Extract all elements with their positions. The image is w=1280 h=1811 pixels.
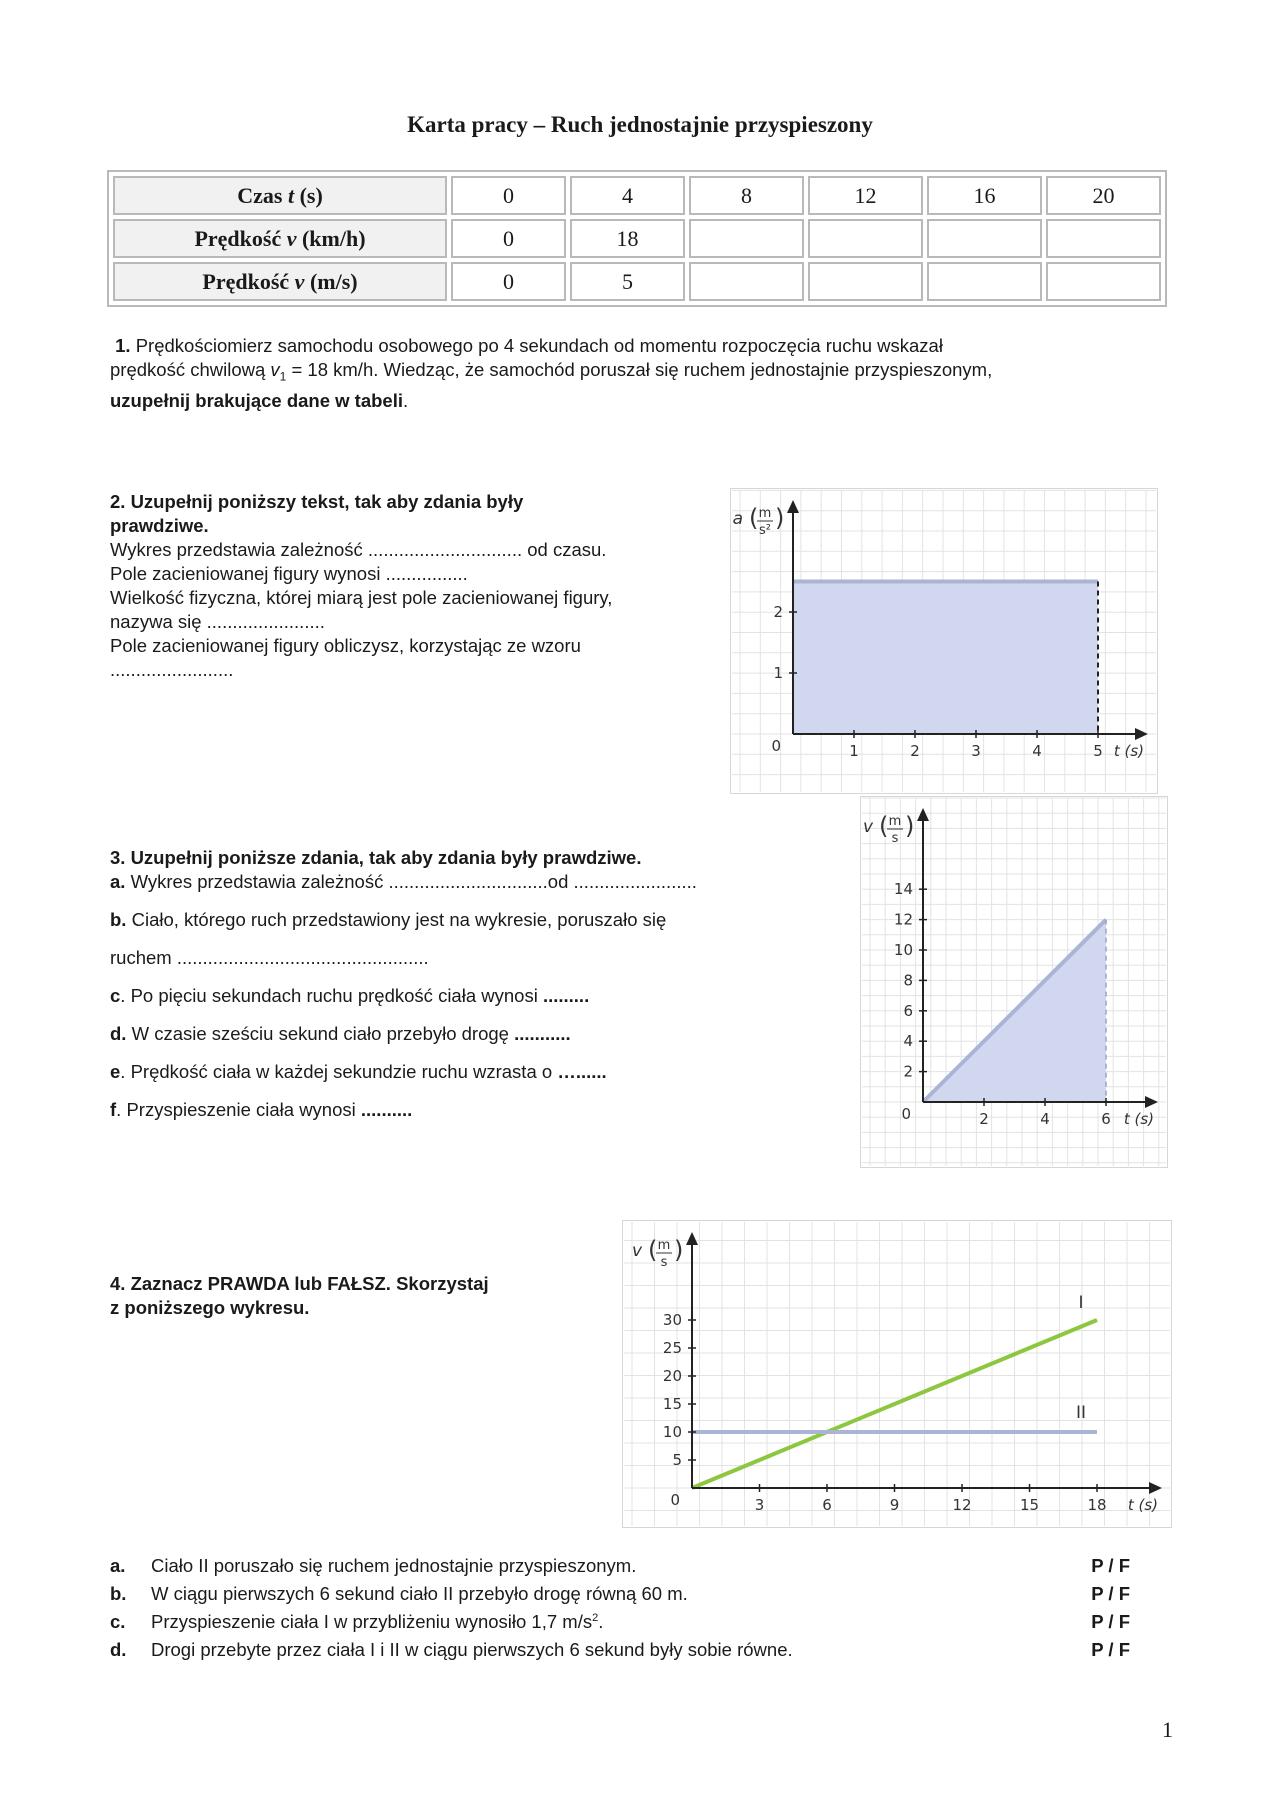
fill-in-line: Wykres przedstawia zależność .............................. od czasu.: [110, 539, 607, 560]
x-tick-label: 9: [889, 1496, 900, 1514]
header-unit: (km/h): [296, 225, 366, 251]
item-text: ruchem .................................................: [110, 947, 429, 968]
answer-blank: ...........: [514, 1023, 571, 1044]
table-cell: 8: [689, 176, 804, 215]
header-unit: (s): [294, 182, 323, 208]
task-heading: 2. Uzupełnij poniższy tekst, tak aby zdania były: [110, 491, 524, 512]
item-label: b.: [110, 909, 127, 930]
y-tick-label: 30: [662, 1311, 682, 1329]
y-tick-label: 14: [893, 880, 913, 899]
x-tick-label: 12: [952, 1496, 972, 1514]
statement-text: Ciało II poruszało się ruchem jednostajnie przyspieszonym.: [151, 1555, 637, 1576]
task-2: [110, 490, 710, 682]
origin-label: 0: [670, 1491, 680, 1509]
table-cell: 20: [1046, 176, 1161, 215]
y-tick-label: 5: [672, 1451, 682, 1469]
statement-label: a.: [110, 1555, 126, 1576]
header-text: Czas: [237, 182, 288, 208]
statement-label: d.: [110, 1639, 127, 1660]
statement-label: c.: [110, 1611, 126, 1632]
item-label: c: [110, 985, 121, 1006]
answer-blank: ..........: [360, 1099, 413, 1120]
statement-text: [151, 1611, 603, 1633]
true-false-choice[interactable]: P / F: [1091, 1555, 1130, 1576]
y-axis-paren-close: ): [674, 1236, 684, 1264]
chart-svg: [860, 796, 1168, 1168]
y-tick-label: 2: [903, 1062, 913, 1081]
y-tick-label: 15: [662, 1395, 682, 1413]
header-text: Prędkość: [202, 268, 295, 294]
table-cell[interactable]: [1046, 219, 1161, 258]
statement-text: Drogi przebyte przez ciała I i II w ciągu pierwszych 6 sekund były sobie równe.: [151, 1639, 793, 1660]
item-text: W czasie sześciu sekund ciało przebyło drogę: [126, 1023, 515, 1044]
answer-blank: .........: [542, 985, 590, 1006]
table-row: [113, 176, 1161, 215]
x-tick-label: 6: [822, 1496, 832, 1514]
x-tick-label: 4: [1040, 1110, 1050, 1128]
x-axis-label: t (s): [1113, 742, 1144, 760]
page-number: 1: [1162, 1717, 1173, 1742]
task-heading: z poniższego wykresu.: [110, 1297, 310, 1318]
table-cell[interactable]: [927, 262, 1042, 301]
item-text: . Po pięciu sekundach ruchu prędkość ciała wynosi: [120, 985, 543, 1006]
x-axis-label: t (s): [1127, 1496, 1158, 1514]
x-tick-label: 3: [971, 742, 981, 760]
superscript: 2: [592, 1611, 599, 1624]
fill-in-line: [110, 1060, 830, 1084]
y-axis-paren-close: ): [775, 504, 785, 532]
fill-in-line: [110, 1022, 830, 1046]
statement-text: W ciągu pierwszych 6 sekund ciało II przebyło drogę równą 60 m.: [151, 1583, 688, 1604]
table-cell[interactable]: [808, 219, 923, 258]
y-tick-label: 1: [773, 664, 783, 682]
y-axis-paren-open: (: [879, 812, 889, 840]
y-axis-paren-open: (: [648, 1236, 658, 1264]
y-tick-label: 12: [893, 910, 913, 929]
y-axis-unit-numerator: m: [888, 814, 902, 829]
item-text: Wykres przedstawia zależność ...............................od ........................: [125, 871, 697, 892]
table-cell[interactable]: [689, 262, 804, 301]
fill-in-line: [110, 908, 830, 932]
y-axis-unit-denominator: s: [891, 831, 899, 846]
x-tick-label: 15: [1019, 1496, 1040, 1514]
item-text: . Prędkość ciała w każdej sekundzie ruchu wzrasta o: [120, 1061, 558, 1082]
task-heading: 3. Uzupełnij poniższe zdania, tak aby zdania były prawdziwe.: [110, 847, 642, 868]
table-cell[interactable]: [808, 262, 923, 301]
x-tick-label: 18: [1087, 1496, 1107, 1514]
item-text: Ciało, którego ruch przedstawiony jest na wykresie, poruszało się: [126, 909, 667, 930]
statement-text-main: Przyspieszenie ciała I w przybliżeniu wynosiło 1,7 m/s: [151, 1611, 593, 1632]
table-cell: 16: [927, 176, 1042, 215]
y-axis-unit-numerator: m: [758, 506, 772, 521]
y-axis-symbol: v: [862, 817, 873, 837]
task-heading: prawdziwe.: [110, 515, 209, 536]
statement-label: b.: [110, 1583, 127, 1604]
x-tick-label: 1: [849, 742, 859, 760]
velocity-subscript: 1: [279, 369, 287, 384]
row-header: [113, 176, 447, 215]
y-axis-paren-close: ): [905, 812, 915, 840]
item-label: d.: [110, 1023, 127, 1044]
table-cell[interactable]: [927, 219, 1042, 258]
table-cell: 12: [808, 176, 923, 215]
y-tick-label: 20: [662, 1367, 682, 1385]
task-1: [110, 334, 1170, 413]
y-tick-label: 4: [903, 1032, 913, 1051]
true-false-choice[interactable]: P / F: [1091, 1639, 1130, 1660]
task-1-line-2: [110, 358, 1170, 389]
y-tick-label: 10: [662, 1423, 682, 1441]
item-label: e: [110, 1061, 121, 1082]
statement-row: [110, 1639, 1130, 1663]
x-axis-label: t (s): [1123, 1110, 1154, 1128]
fill-in-line: nazywa się .......................: [110, 611, 325, 632]
task-heading: 4. Zaznacz PRAWDA lub FAŁSZ. Skorzystaj: [110, 1273, 489, 1294]
shaded-area: [793, 582, 1098, 735]
velocity-time-chart: [860, 796, 1168, 1168]
table-cell[interactable]: [1046, 262, 1161, 301]
true-false-choice[interactable]: P / F: [1091, 1611, 1130, 1632]
header-symbol: t: [287, 182, 295, 208]
y-tick-label: 8: [903, 971, 913, 990]
item-text: . Przyspieszenie ciała wynosi: [116, 1099, 361, 1120]
y-tick-label: 2: [773, 603, 783, 621]
true-false-choice[interactable]: P / F: [1091, 1583, 1130, 1604]
chart-svg: [622, 1220, 1172, 1528]
y-tick-label: 25: [662, 1339, 682, 1357]
fill-in-line: ........................: [110, 659, 234, 680]
two-bodies-velocity-chart: [622, 1220, 1172, 1528]
chart-svg: [730, 488, 1158, 794]
fill-in-line: [110, 984, 830, 1008]
row-header: [113, 219, 447, 258]
origin-label: 0: [901, 1105, 911, 1123]
velocity-symbol: v: [270, 359, 280, 380]
y-axis-paren-open: (: [749, 504, 759, 532]
y-tick-label: 10: [893, 941, 913, 959]
header-symbol: v: [286, 225, 297, 251]
header-symbol: v: [294, 268, 305, 294]
series-label: II: [1075, 1403, 1087, 1423]
x-tick-label: 4: [1032, 742, 1042, 760]
x-tick-label: 3: [754, 1496, 765, 1514]
table-cell: 0: [451, 262, 566, 301]
task-text: .: [403, 389, 409, 411]
fill-in-line: Wielkość fizyczna, której miarą jest pole zacieniowanej figury,: [110, 587, 613, 608]
x-tick-label: 2: [979, 1110, 989, 1128]
statement-row: [110, 1611, 1130, 1635]
x-tick-label: 2: [910, 742, 920, 760]
x-tick-label: 5: [1093, 742, 1103, 760]
header-unit: (m/s): [304, 268, 358, 294]
page-title: Karta pracy – Ruch jednostajnie przyspieszony: [407, 112, 873, 137]
item-label: f: [110, 1099, 117, 1120]
task-text: Prędkościomierz samochodu osobowego po 4 sekundach od momentu rozpoczęcia ruchu wskazał: [130, 335, 943, 356]
task-1-line-3: [110, 389, 1170, 413]
fill-in-line: [110, 946, 830, 970]
table-cell[interactable]: [689, 219, 804, 258]
y-axis-symbol: a: [732, 509, 743, 529]
y-axis-unit-denominator: s: [660, 1255, 668, 1270]
y-axis-unit-denominator: s²: [759, 523, 771, 538]
task-text: = 18 km/h. Wiedząc, że samochód poruszał się ruchem jednostajnie przyspieszonym,: [286, 359, 993, 380]
y-tick-label: 6: [903, 1001, 913, 1020]
row-header: [113, 262, 447, 301]
statement-row: [110, 1555, 1130, 1579]
task-text: prędkość chwilową: [110, 359, 271, 380]
table-row: [113, 262, 1161, 301]
x-tick-label: 6: [1101, 1110, 1111, 1128]
y-axis-unit-numerator: m: [657, 1238, 671, 1253]
task-instruction: uzupełnij brakujące dane w tabeli: [110, 389, 403, 411]
table-cell: 5: [570, 262, 685, 301]
fill-in-line: Pole zacieniowanej figury wynosi ................: [110, 563, 468, 584]
table-cell: 4: [570, 176, 685, 215]
acceleration-time-chart: [730, 488, 1158, 794]
table-cell: 0: [451, 219, 566, 258]
series-label: I: [1078, 1293, 1084, 1313]
table-row: [113, 219, 1161, 258]
fill-in-line: [110, 1098, 830, 1122]
fill-in-line: [110, 870, 830, 894]
origin-label: 0: [771, 737, 781, 755]
item-label: a.: [110, 871, 126, 892]
task-3: [110, 846, 830, 1122]
task-1-line-1: [110, 334, 1170, 358]
statement-row: [110, 1583, 1130, 1607]
y-axis-symbol: v: [631, 1241, 642, 1261]
fill-in-line: Pole zacieniowanej figury obliczysz, korzystając ze wzoru: [110, 635, 581, 656]
statement-text-end: .: [598, 1611, 604, 1632]
task-4: [110, 1272, 610, 1320]
table-cell: 0: [451, 176, 566, 215]
task-number: 1.: [115, 335, 131, 356]
answer-blank: …......: [557, 1061, 607, 1082]
table-cell: 18: [570, 219, 685, 258]
header-text: Prędkość: [194, 225, 287, 251]
data-table: [107, 170, 1167, 307]
